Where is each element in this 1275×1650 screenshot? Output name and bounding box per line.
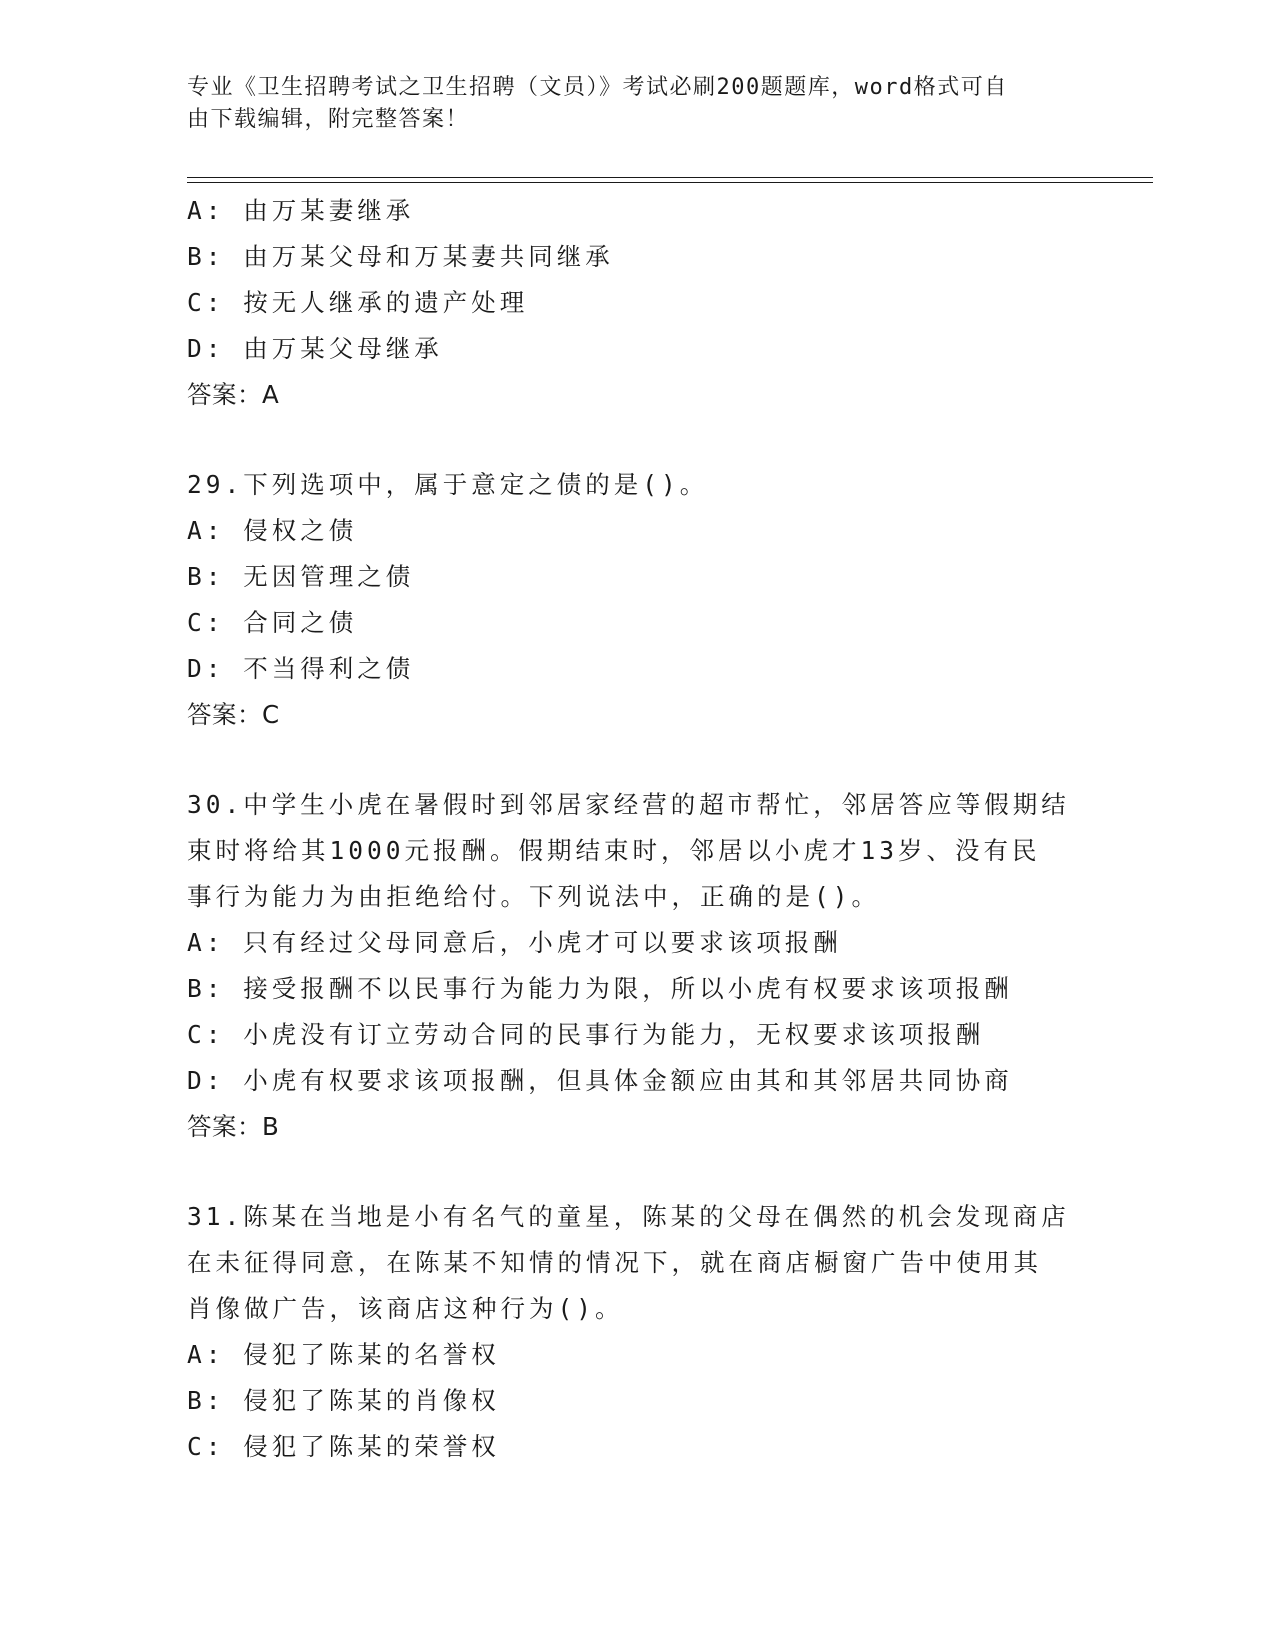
header-divider-bottom [187, 182, 1153, 183]
question-stem-line-1: 31.陈某在当地是小有名气的童星，陈某的父母在偶然的机会发现商店 [187, 1202, 1070, 1231]
option-c: C: 合同之债 [187, 608, 358, 637]
answer: 答案：B [187, 1112, 280, 1141]
answer: 答案：C [187, 700, 280, 729]
option-a: A: 侵犯了陈某的名誉权 [187, 1340, 500, 1369]
option-a: A: 由万某妻继承 [187, 196, 415, 225]
spacer [187, 1150, 1147, 1194]
option-b: B: 侵犯了陈某的肖像权 [187, 1386, 500, 1415]
option-d: D: 不当得利之债 [187, 654, 415, 683]
question-list [187, 188, 1147, 1470]
question-stem-line-2: 在未征得同意，在陈某不知情的情况下，就在商店橱窗广告中使用其 [187, 1248, 1042, 1277]
option-a: A: 侵权之债 [187, 516, 358, 545]
option-b: B: 无因管理之债 [187, 562, 415, 591]
answer: 答案：A [187, 380, 280, 409]
option-c: C: 按无人继承的遗产处理 [187, 288, 529, 317]
option-c: C: 侵犯了陈某的荣誉权 [187, 1432, 500, 1461]
header-line-2: 由下载编辑，附完整答案！ [187, 107, 470, 132]
option-b: B: 由万某父母和万某妻共同继承 [187, 242, 614, 271]
question-stem-line-3: 事行为能力为由拒绝给付。下列说法中，正确的是()。 [187, 882, 880, 911]
question-28 [187, 188, 1147, 418]
header-divider-top [187, 177, 1153, 178]
spacer [187, 738, 1147, 782]
option-d: D: 小虎有权要求该项报酬，但具体金额应由其和其邻居共同协商 [187, 1066, 1013, 1095]
spacer [187, 418, 1147, 462]
option-c: C: 小虎没有订立劳动合同的民事行为能力，无权要求该项报酬 [187, 1020, 985, 1049]
question-stem-line-1: 30.中学生小虎在暑假时到邻居家经营的超市帮忙，邻居答应等假期结 [187, 790, 1070, 819]
option-b: B: 接受报酬不以民事行为能力为限，所以小虎有权要求该项报酬 [187, 974, 1013, 1003]
question-stem-line-2: 束时将给其1000元报酬。假期结束时，邻居以小虎才13岁、没有民 [187, 836, 1041, 865]
header-line-1: 专业《卫生招聘考试之卫生招聘（文员）》考试必刷200题题库，word格式可自 [187, 75, 1008, 100]
document-header [187, 72, 1087, 136]
question-31 [187, 1194, 1147, 1470]
option-d: D: 由万某父母继承 [187, 334, 443, 363]
question-stem-line-3: 肖像做广告，该商店这种行为()。 [187, 1294, 624, 1323]
question-29 [187, 462, 1147, 738]
option-a: A: 只有经过父母同意后，小虎才可以要求该项报酬 [187, 928, 842, 957]
question-30 [187, 782, 1147, 1150]
question-stem: 29.下列选项中，属于意定之债的是()。 [187, 470, 709, 499]
